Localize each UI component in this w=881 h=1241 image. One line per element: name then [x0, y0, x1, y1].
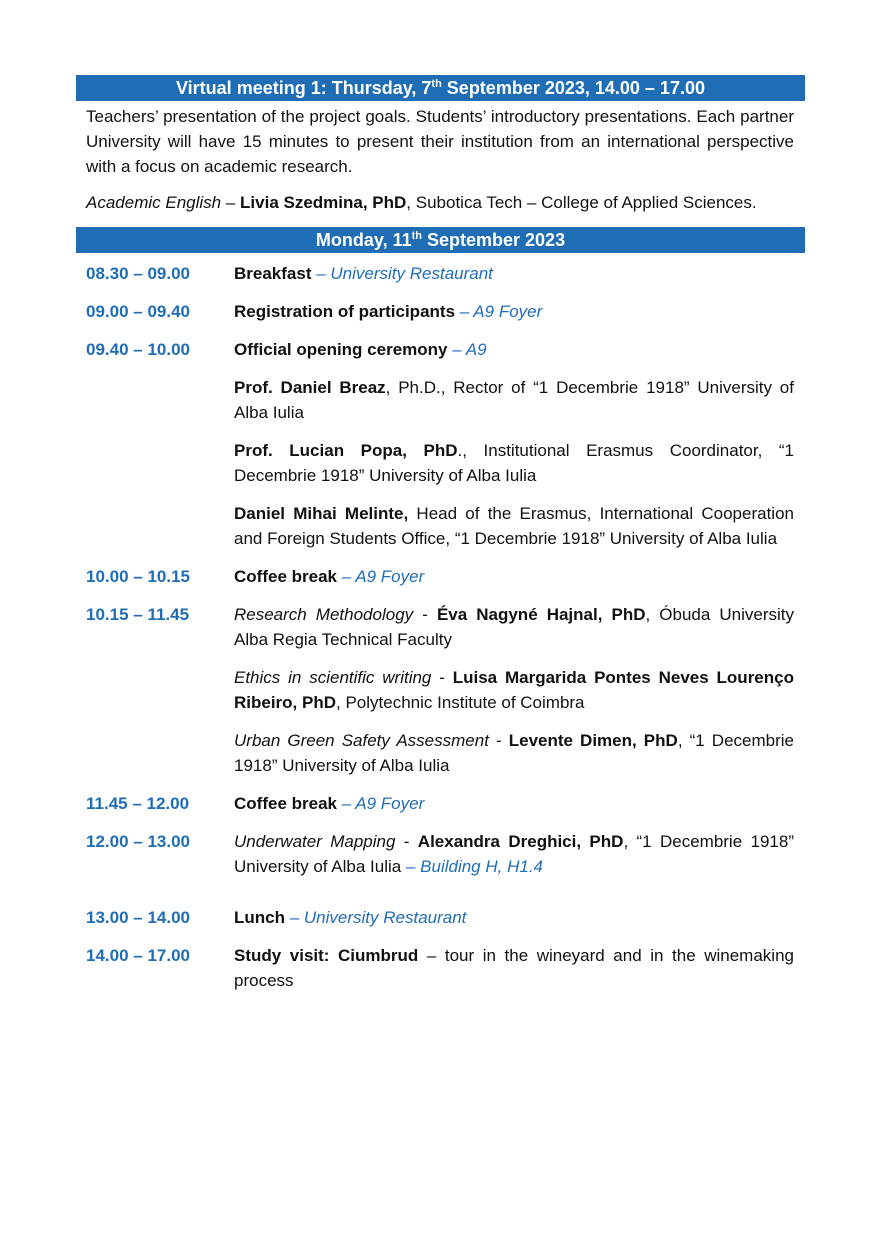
schedule-row-opening [76, 337, 805, 551]
day-banner [76, 227, 805, 253]
day-title-sup: th [411, 230, 422, 242]
lecture-topic: Ethics in scientific writing [234, 668, 432, 687]
schedule-title: Official opening ceremony [234, 340, 448, 359]
schedule-detail: – tour in the wineyard and in the winemaking process [234, 946, 794, 990]
lecture-topic: Research Methodology [234, 605, 414, 624]
schedule-time: 08.30 – 09.00 [86, 264, 190, 283]
academic-english-topic: Academic English [86, 193, 222, 212]
schedule-title: Breakfast [234, 264, 312, 283]
schedule-location: – University Restaurant [311, 264, 493, 283]
schedule-time: 13.00 – 14.00 [86, 908, 190, 927]
schedule-title: Coffee break [234, 794, 337, 813]
schedule-row-underwater [76, 829, 805, 879]
schedule-time: 14.00 – 17.00 [86, 946, 190, 965]
lecture-2 [234, 665, 794, 715]
lecture-speaker: Luisa Margarida Pontes Neves Lourenço Ribeiro, PhD [234, 668, 794, 712]
academic-english-speaker: Livia Szedmina, PhD [240, 193, 407, 212]
lecture-speaker: Levente Dimen, PhD [508, 731, 678, 750]
virtual-meeting-title-pre: Virtual meeting 1: Thursday, 7 [176, 78, 432, 98]
opening-speaker-2 [234, 438, 794, 488]
schedule-row-lunch [76, 905, 805, 930]
academic-english-affiliation: , Subotica Tech – College of Applied Sciences. [406, 193, 757, 212]
lecture-affiliation: , “1 Decembrie 1918” University of Alba Iulia [234, 731, 794, 775]
agenda-page [76, 75, 805, 993]
virtual-meeting-banner [76, 75, 805, 101]
schedule-title: Lunch [234, 908, 285, 927]
schedule-time: 12.00 – 13.00 [86, 832, 190, 851]
speaker-detail: , Ph.D., Rector of “1 Decembrie 1918” University of Alba Iulia [234, 378, 794, 422]
schedule-location: – A9 [447, 340, 487, 359]
lecture-speaker: Alexandra Dreghici, PhD [417, 832, 624, 851]
schedule-time: 09.40 – 10.00 [86, 340, 190, 359]
schedule-desc [234, 829, 794, 879]
lecture-separator: - [431, 668, 453, 687]
lecture-affiliation: , Óbuda University Alba Regia Technical Faculty [234, 605, 794, 649]
lecture-1 [234, 602, 794, 652]
schedule-desc [234, 943, 794, 993]
schedule-time: 10.00 – 10.15 [86, 567, 190, 586]
virtual-meeting-title-sup: th [431, 78, 442, 90]
schedule-location: – A9 Foyer [336, 567, 425, 586]
schedule-time: 09.00 – 09.40 [86, 302, 190, 321]
lecture-topic: Urban Green Safety Assessment [234, 731, 489, 750]
opening-speaker-3 [234, 501, 794, 551]
schedule-desc [234, 602, 794, 778]
lecture-topic: Underwater Mapping [234, 832, 396, 851]
speaker-name: Prof. Daniel Breaz [234, 378, 386, 397]
opening-title-line [234, 337, 794, 362]
schedule-desc [234, 299, 794, 324]
schedule-list [76, 261, 805, 993]
lecture-separator: - [413, 605, 437, 624]
speaker-detail: ., Institutional Erasmus Coordinator, “1 Decembrie 1918” University of Alba Iulia [234, 441, 794, 485]
schedule-title: Coffee break [234, 567, 337, 586]
schedule-desc [234, 564, 794, 589]
lecture-3 [234, 728, 794, 778]
schedule-row-coffee-1 [76, 564, 805, 589]
lecture-affiliation: , Polytechnic Institute of Coimbra [336, 693, 585, 712]
schedule-row-study-visit [76, 943, 805, 993]
speaker-detail: Head of the Erasmus, International Cooperation and Foreign Students Office, “1 Decembrie 1918” University of Alba Iulia [234, 504, 794, 548]
schedule-time: 10.15 – 11.45 [86, 605, 190, 624]
schedule-desc [234, 791, 794, 816]
schedule-row-registration [76, 299, 805, 324]
opening-speaker-1 [234, 375, 794, 425]
lecture-affiliation: , “1 Decembrie 1918” University of Alba Iulia [234, 832, 794, 876]
virtual-meeting-title-post: September 2023, 14.00 – 17.00 [441, 78, 705, 98]
schedule-row-coffee-2 [76, 791, 805, 816]
schedule-time: 11.45 – 12.00 [86, 794, 190, 813]
schedule-desc [234, 905, 794, 930]
speaker-name: Daniel Mihai Melinte, [234, 504, 409, 523]
lecture-separator: - [488, 731, 509, 750]
schedule-row-lectures [76, 602, 805, 778]
day-title-pre: Monday, 11 [315, 230, 412, 250]
schedule-location: – Building H, H1.4 [401, 857, 543, 876]
schedule-desc [234, 261, 794, 286]
speaker-name: Prof. Lucian Popa, PhD [234, 441, 458, 460]
virtual-meeting-intro: Teachers’ presentation of the project goals. Students’ introductory presentations. Each partner University will have 15 minutes to present their institution from an international perspective with a focus on academic research. [86, 107, 794, 176]
academic-english-separator: – [221, 193, 241, 212]
academic-english-session [76, 190, 805, 215]
schedule-location: – A9 Foyer [455, 302, 543, 321]
schedule-location: – University Restaurant [285, 908, 467, 927]
lecture-separator: - [395, 832, 418, 851]
schedule-location: – A9 Foyer [336, 794, 425, 813]
lecture-speaker: Éva Nagyné Hajnal, PhD [436, 605, 646, 624]
schedule-title: Registration of participants [234, 302, 456, 321]
day-title-post: September 2023 [422, 230, 566, 250]
schedule-title: Study visit: Ciumbrud [234, 946, 419, 965]
schedule-desc [234, 337, 794, 551]
schedule-row-breakfast [76, 261, 805, 286]
